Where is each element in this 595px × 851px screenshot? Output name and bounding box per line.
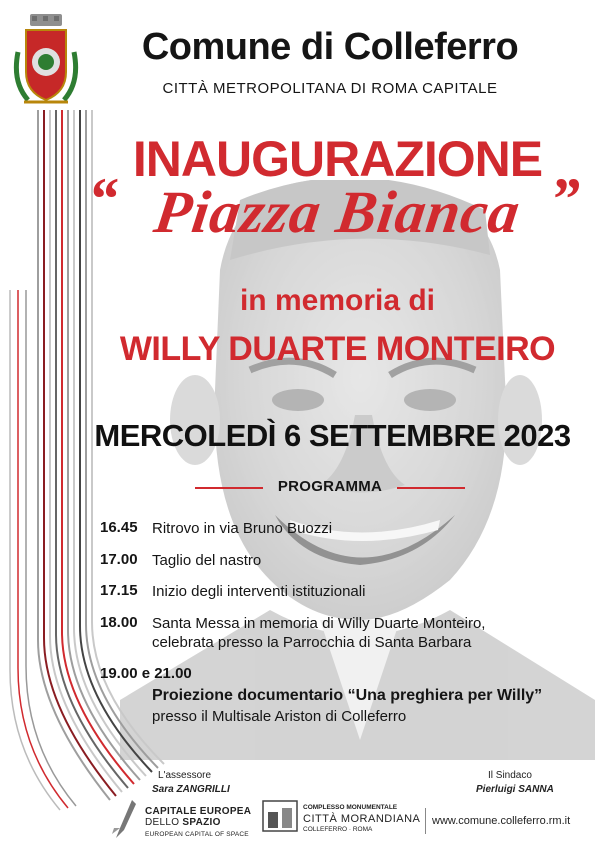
morandiana-logo-line3: COLLEFERRO · ROMA <box>303 826 373 833</box>
space-logo-line2a: DELLO <box>145 817 183 828</box>
municipal-crest <box>10 12 82 110</box>
programme-description: celebrata presso la Parrocchia di Santa Barbara <box>152 634 472 651</box>
assessore-role: L'assessore <box>158 770 212 781</box>
divider-line <box>195 487 263 489</box>
event-title: INAUGURAZIONE <box>132 131 543 187</box>
programme-time: 16.45 <box>100 519 138 536</box>
morandiana-logo-line2: CITTÀ MORANDIANA <box>303 813 421 825</box>
metropolitan-city: CITTÀ METROPOLITANA DI ROMA CAPITALE <box>162 80 498 97</box>
programme-description: Inizio degli interventi istituzionali <box>152 583 366 600</box>
municipality-name: Comune di Colleferro <box>141 26 519 68</box>
programme-time: 17.15 <box>100 582 138 599</box>
programme-description: presso il Multisale Ariston di Colleferro <box>152 708 407 725</box>
square-name-container <box>100 178 575 268</box>
programme-time: 19.00 e 21.00 <box>100 665 192 682</box>
mayor-role: Il Sindaco <box>488 770 532 781</box>
quote-close: ” <box>550 166 580 232</box>
space-logo-line3: EUROPEAN CAPITAL OF SPACE <box>145 831 249 838</box>
honoree-name: WILLY DUARTE MONTEIRO <box>119 330 556 368</box>
quote-open: “ <box>88 166 118 232</box>
mayor-name: Pierluigi SANNA <box>476 784 554 795</box>
programme-description: Ritrovo in via Bruno Buozzi <box>152 520 333 537</box>
space-logo-line1: CAPITALE EUROPEA <box>145 806 252 817</box>
website-link[interactable]: www.comune.colleferro.rm.it <box>432 815 571 827</box>
footer-divider <box>425 808 426 834</box>
morandiana-logo-line1: COMPLESSO MONUMENTALE <box>303 804 398 811</box>
programme-time: 18.00 <box>100 614 138 631</box>
event-date: MERCOLEDÌ 6 SETTEMBRE 2023 <box>94 418 571 453</box>
programme-description: Proiezione documentario “Una preghiera per Willy” <box>152 687 543 704</box>
morandiana-building-icon <box>262 800 298 832</box>
square-name: Piazza Bianca <box>150 179 525 245</box>
space-logo-line2 <box>145 817 221 828</box>
divider-line <box>397 487 465 489</box>
programme-heading: PROGRAMMA <box>277 478 383 495</box>
space-logo-line2b: SPAZIO <box>182 817 221 828</box>
programme-description: Santa Messa in memoria di Willy Duarte Monteiro, <box>152 615 486 632</box>
rocket-icon <box>110 798 140 840</box>
dedication: in memoria di <box>239 284 436 317</box>
programme-time: 17.00 <box>100 551 138 568</box>
programme-description: Taglio del nastro <box>152 552 262 569</box>
programme-heading-row <box>195 477 465 497</box>
assessore-name: Sara ZANGRILLI <box>152 784 230 795</box>
